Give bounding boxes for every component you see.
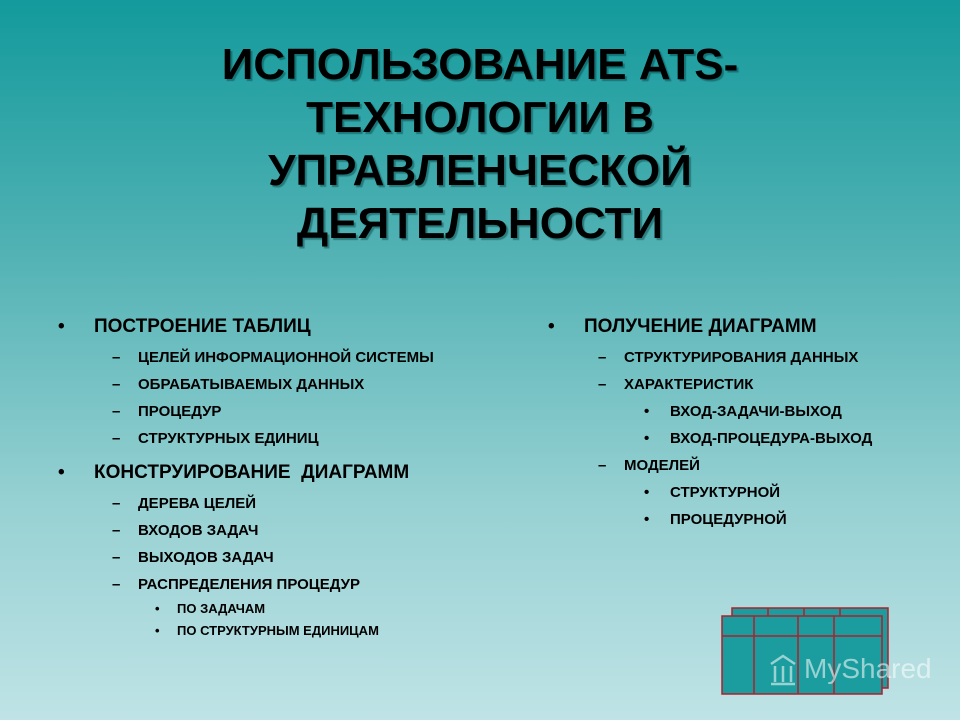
list-item [58,517,518,544]
bullet-marker: • [548,316,555,337]
bullet-marker: • [58,462,65,483]
list-item [58,371,518,398]
list-item-text: ПО СТРУКТУРНЫМ ЕДИНИЦАМ [177,623,379,638]
list-item-text: ЦЕЛЕЙ ИНФОРМАЦИОННОЙ СИСТЕМЫ [138,349,434,366]
title-line: УПРАВЛЕНЧЕСКОЙ [268,146,692,195]
list-item-text: ХАРАКТЕРИСТИК [624,376,754,393]
title-line: ИСПОЛЬЗОВАНИЕ ATS- [221,40,739,89]
list-item [548,452,948,479]
list-item-text: ПРОЦЕДУРНОЙ [670,511,787,528]
list-item-text: СТРУКТУРНЫХ ЕДИНИЦ [138,430,319,447]
bullet-marker: • [644,511,650,528]
list-item [58,398,518,425]
dash-marker: – [112,430,121,447]
list-item [548,398,948,425]
list-item [58,344,518,371]
title-line: ТЕХНОЛОГИИ В [306,93,654,142]
dash-marker: – [598,457,607,474]
list-item [548,344,948,371]
section-heading: КОНСТРУИРОВАНИЕ ДИАГРАММ [94,462,410,483]
list-item [58,490,518,517]
bullet-marker: • [644,403,650,420]
list-item-text: МОДЕЛЕЙ [624,457,700,474]
dash-marker: – [112,403,121,420]
myshared-logo-icon [768,652,798,686]
dash-marker: – [598,376,607,393]
list-item [58,571,518,598]
list-item-text: ОБРАБАТЫВАЕМЫХ ДАННЫХ [138,376,365,393]
section-heading: ПОСТРОЕНИЕ ТАБЛИЦ [94,316,311,337]
dash-marker: – [112,349,121,366]
right-column [548,310,948,533]
bullet-marker: • [644,430,650,447]
list-item [58,598,518,620]
section-heading: ПОЛУЧЕНИЕ ДИАГРАММ [584,316,817,337]
bullet-marker: • [155,623,160,638]
list-item-text: СТРУКТУРНОЙ [670,484,781,501]
list-item [548,425,948,452]
bullet-marker: • [58,316,65,337]
list-item-text: ВХОД-ПРОЦЕДУРА-ВЫХОД [670,430,873,447]
list-item [58,544,518,571]
dash-marker: – [112,495,121,512]
list-item-text: ВХОД-ЗАДАЧИ-ВЫХОД [670,403,842,420]
watermark [768,652,932,686]
dash-marker: – [112,522,121,539]
list-item [548,371,948,398]
list-item [58,456,518,490]
list-item-text: ДЕРЕВА ЦЕЛЕЙ [138,495,257,512]
list-item-text: ВЫХОДОВ ЗАДАЧ [138,549,274,566]
list-item [58,425,518,452]
list-item [548,310,948,344]
list-item-text: ПО ЗАДАЧАМ [177,601,266,616]
left-column [58,310,518,642]
bullet-marker: • [644,484,650,501]
dash-marker: – [598,349,607,366]
list-item-text: ПРОЦЕДУР [138,403,222,420]
dash-marker: – [112,549,121,566]
list-item-text: ВХОДОВ ЗАДАЧ [138,522,259,539]
list-item [548,479,948,506]
list-item-text: СТРУКТУРИРОВАНИЯ ДАННЫХ [624,349,859,366]
watermark-text: MyShared [804,653,932,684]
list-item [548,506,948,533]
bullet-marker: • [155,601,160,616]
slide-title [120,38,840,250]
list-item-text: РАСПРЕДЕЛЕНИЯ ПРОЦЕДУР [138,576,360,593]
title-line: ДЕЯТЕЛЬНОСТИ [296,199,664,248]
list-item [58,620,518,642]
list-item [58,310,518,344]
dash-marker: – [112,576,121,593]
dash-marker: – [112,376,121,393]
